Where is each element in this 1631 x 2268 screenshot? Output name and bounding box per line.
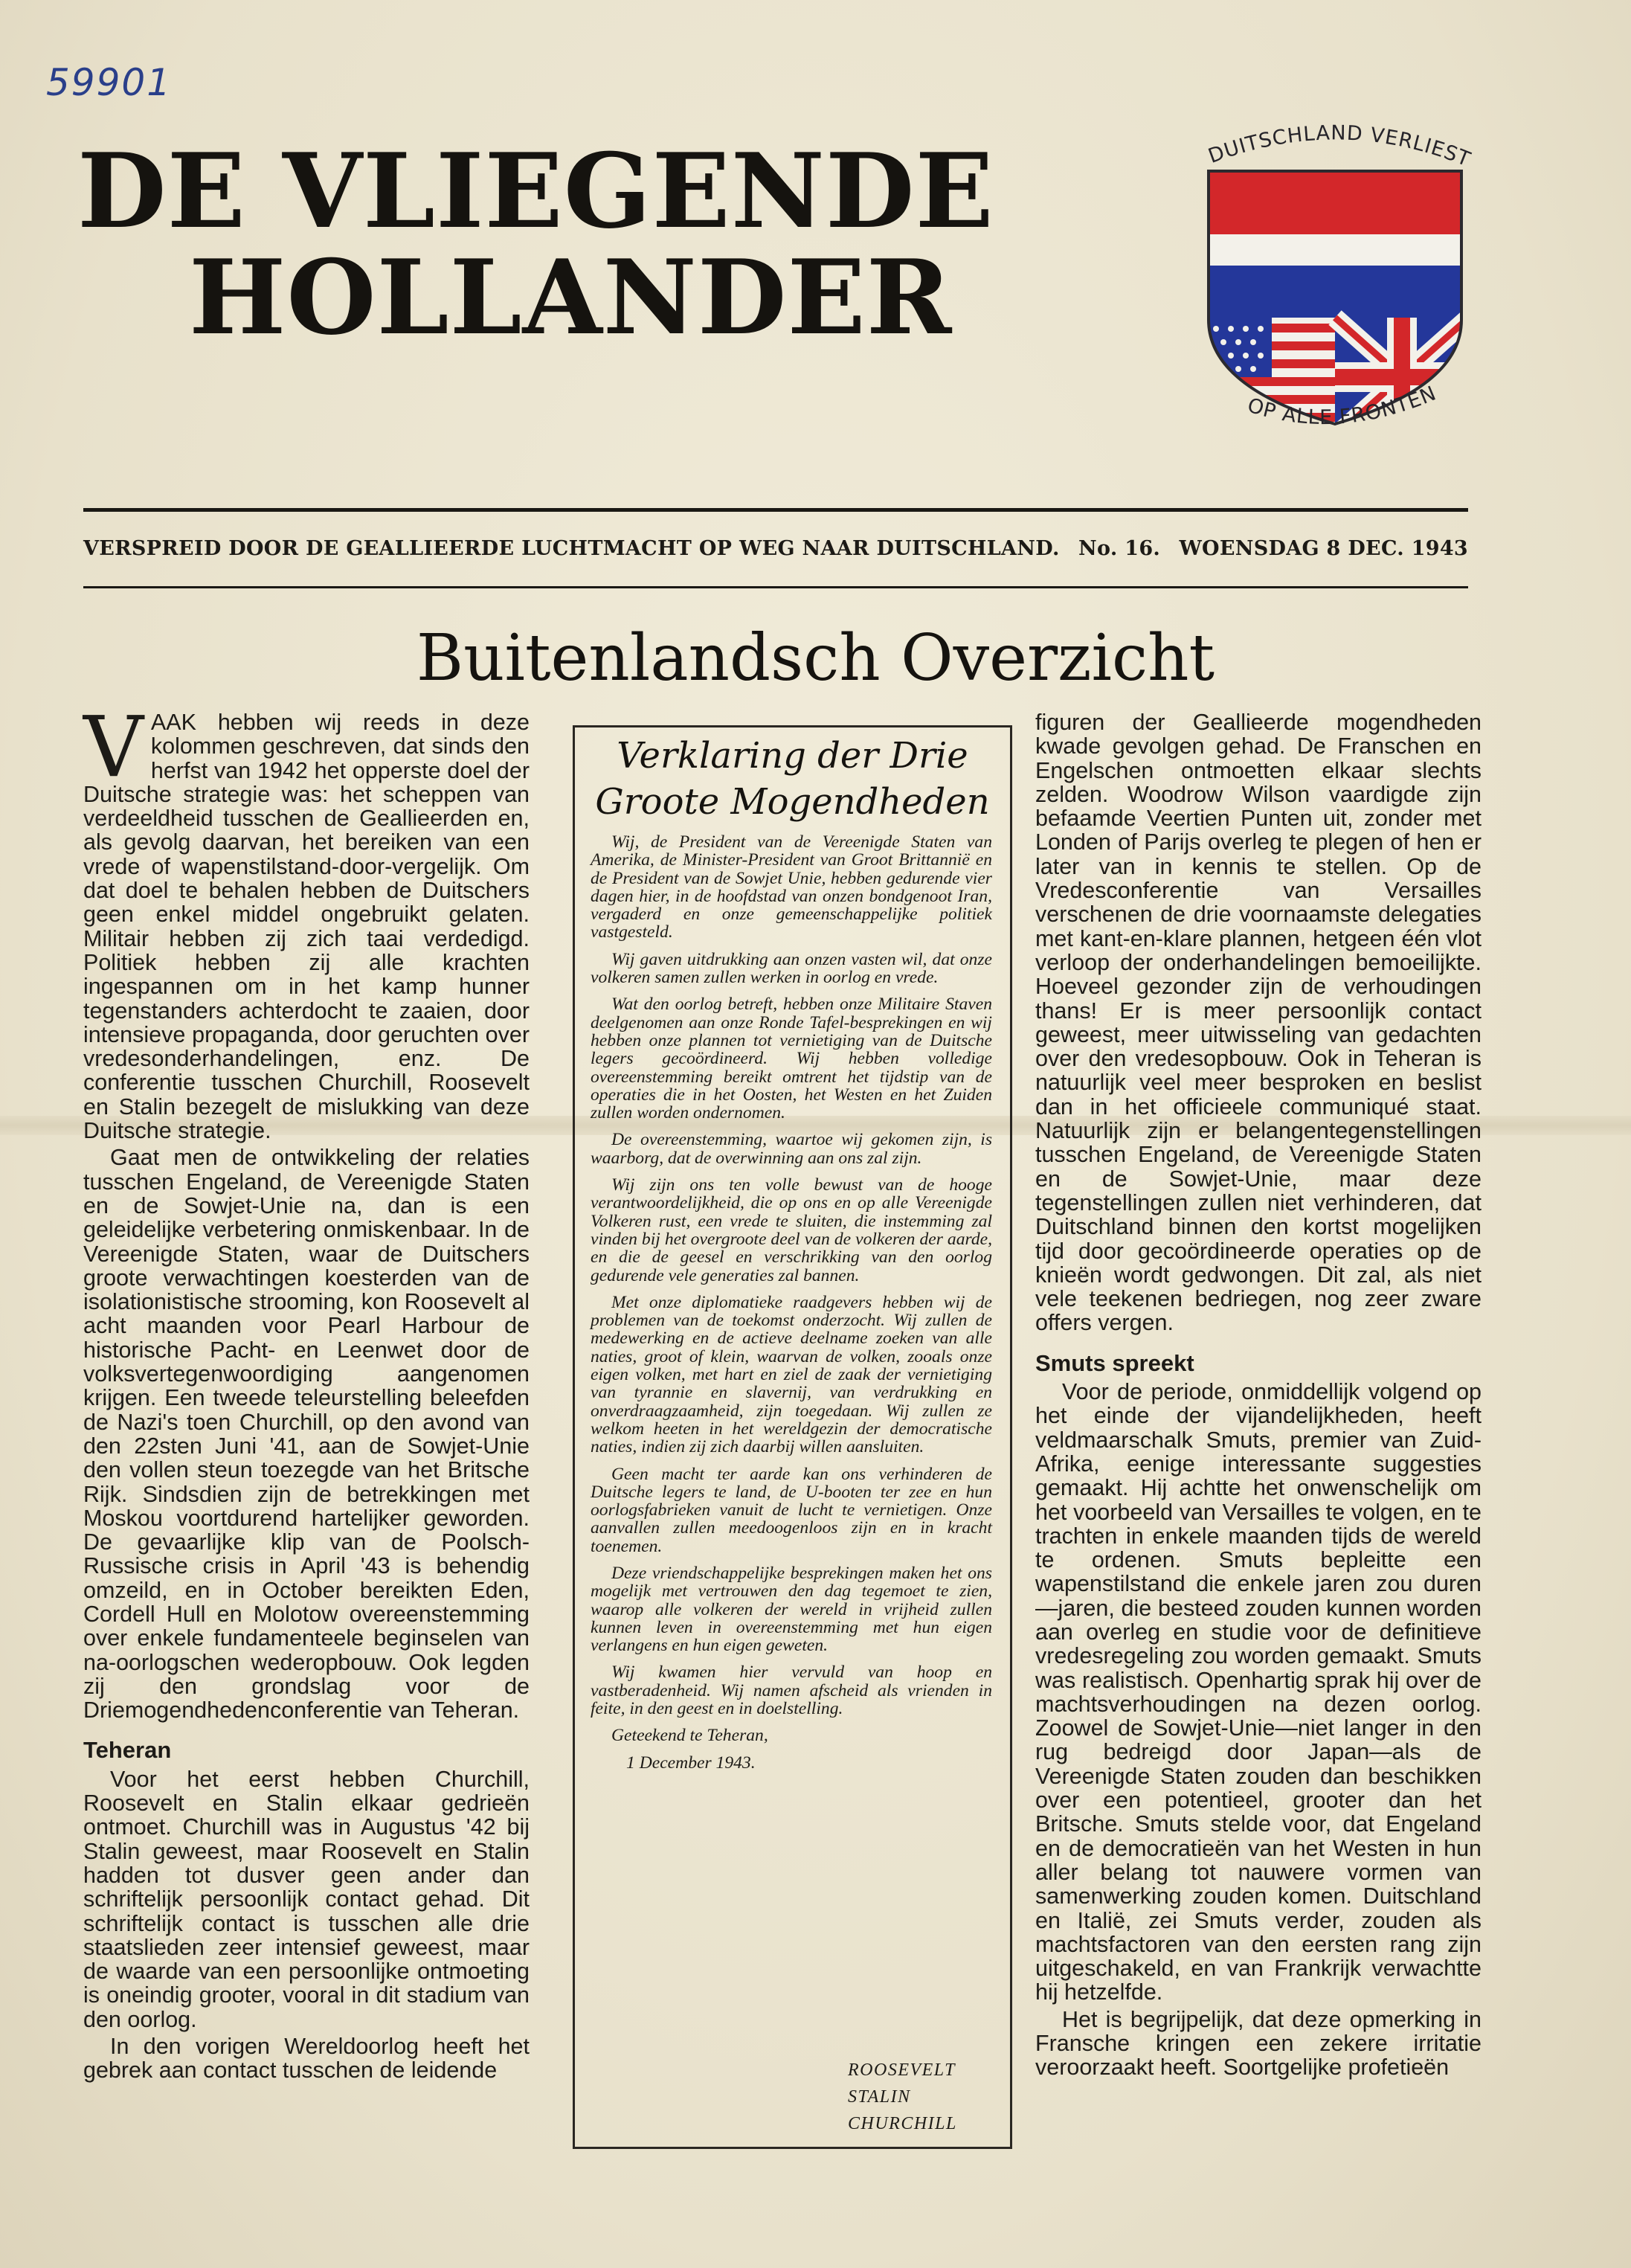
distribution-line: VERSPREID DOOR DE GEALLIEERDE LUCHTMACHT OP WEG NAAR DUITSCHLAND. (83, 537, 1060, 560)
declaration-title-line-1: Verklaring der Drie (617, 735, 968, 777)
article-paragraph: VAAK hebben wij reeds in deze kolommen geschreven, dat sinds den herfst van 1942 het opperste doel der Duitsche strategie was: het scheppen van verdeeldheid tusschen de Geallieerden en, als gevolg daarvan, het bereiken van een vrede of wapenstilstand-door-vergelijk. Om dat doel te behalen hebben de Duitschers geen enkel middel ongebruikt gelaten. Militair hebben zij zich taai verdedigd. Politiek hebben zij alle krachten ingespannen om in het kamp hunner tegenstanders achterdocht te zaaien, door intensieve propaganda, door geruchten over vredesonderhandelingen, enz. De conferentie tusschen Churchill, Roosevelt en Stalin bezegelt de mislukking van deze Duitsche strategie. (83, 699, 530, 1144)
masthead-line-2: HOLLANDER (189, 237, 953, 358)
declaration-paragraph: Wij gaven uitdrukking aan onzen vasten wil, dat onze volkeren samen zullen werken in oorlog en vrede. (591, 949, 992, 988)
emblem-bottom-text: OP ALLE FRONTEN (1244, 382, 1441, 430)
declaration-paragraph: Wij kwamen hier vervuld van hoop en vastberadenheid. Wij namen afscheid als vrienden in feite, in den geest en in doelstelling. (591, 1663, 992, 1719)
masthead (77, 130, 994, 358)
subline (83, 537, 1468, 560)
section-heading-smuts: Smuts spreekt (1035, 1349, 1194, 1376)
declaration-paragraph: Geen macht ter aarde kan ons verhinderen de Duitsche legers te land, de U-booten ter zee en hun oorlogsfabrieken vanuit de lucht te vernietigen. Onze aanvallen zullen meedoogenloos zijn en in kracht toenemen. (591, 1464, 992, 1556)
masthead-line-1: DE VLIEGENDE (77, 130, 994, 251)
article-paragraph: Voor de periode, onmiddellijk volgend op het einde der vijandelijkheden, heeft veldmaarschalk Smuts, premier van Zuid-Afrika, eenige interessante suggesties gemaakt. Hij achtte het onwenschelijk om het voorbeeld van Versailles te volgen, en te trachten in enkele maanden tijds de wereld te ordenen. Smuts bepleitte een wapenstilstand die enkele jaren zou duren—jaren, die besteed zouden kunnen worden aan overleg en studie voor de definitieve vredesregeling zou worden gemaakt. Smuts was realistisch. Openhartig sprak hij over de machtsverhoudingen na dezen oorlog. Zoowel de Sowjet-Unie—niet langer in den rug bedreigd door Japan—als de Vereenigde Staten zouden dan beschikken over een potentieel, grooter dan het Britsche. Smuts stelde voor, dat Engeland en de democratieën van het Westen in hun aller belang tot nauwere vormen van samenwerking zouden komen. Duitschland en Italië, zei Smuts verder, zouden als machtsfactoren van den eersten rang zijn uitgeschakeld, en van Frankrijk verwachtte hij hetzelfde. (1035, 1379, 1482, 2005)
declaration-paragraph: Wij zijn ons ten volle bewust van de hooge verantwoordelijkheid, die op ons en op alle Vereenigde Volkeren rust, een vrede te sluiten, die instemming zal vinden bij het overgroote deel van de volkeren der aarde, en die de geesel en verschrikking van den oorlog gedurende vele generaties zal bannen. (591, 1175, 992, 1285)
declaration-paragraph: Wij, de President van de Vereenigde Staten van Amerika, de Minister-President van Groot Brittannië en de President van de Sowjet Unie, hebben gedurende vier dagen hier, in de hoofdstad van onzen bondgenoot Iran, vergaderd en onze gemeenschappelijke politiek vastgesteld. (591, 832, 992, 942)
article-paragraph: Voor het eerst hebben Churchill, Roosevelt en Stalin elkaar gedrieën ontmoet. Churchill was in Augustus '42 bij Stalin geweest, maar Roosevelt en Stalin hadden tot dusver geen ander dan schriftelijk persoonlijk contact gehad. Dit schriftelijk contact is tusschen alle drie staatslieden zeer intensief geweest, maar de waarde van een persoonlijke ontmoeting is oneindig grooter, vooral in dit stadium van den oorlog. (83, 1766, 530, 2032)
section-heading-teheran: Teheran (83, 1737, 172, 1764)
signature-roosevelt: ROOSEVELT (848, 2060, 956, 2080)
declaration-paragraph: Deze vriendschappelijke besprekingen maken het ons mogelijk met vertrouwen den dag tegemoet te zien, waarop alle volkeren der wereld in vrijheid zullen kunnen leven in overeenstemming met hun eigen verlangens en hun eigen geweten. (591, 1563, 992, 1656)
emblem-top-text: DUITSCHLAND VERLIEST (1205, 121, 1474, 172)
declaration-paragraph: Met onze diplomatieke raadgevers hebben wij de problemen van de toekomst onderzocht. Wij zullen de medewerking en de actieve deelname zoeken van alle naties, groot of klein, waarvan de volken, zooals onze eigen volken, met hart en ziel de zaak der vernietiging van tyrannie en slavernij, van verdrukking en onverdraagzaamheid, zijn toegedaan. Wij zullen ze welkom heeten in het wereldgezin der democratische naties, indien zij zich daarbij willen aansluiten. (591, 1292, 992, 1457)
column-right (1035, 710, 1482, 2083)
signed-date: 1 December 1943. (626, 1753, 756, 1773)
article-paragraph: Het is begrijpelijk, dat deze opmerking in Fransche kringen een zekere irritatie veroorzaakt heeft. Soortgelijke profetieën (1035, 2006, 1482, 2081)
issue-date: WOENSDAG 8 DEC. 1943 (1179, 537, 1468, 560)
declaration-body (591, 833, 992, 1781)
svg-text:DUITSCHLAND VERLIEST (1206, 121, 1474, 171)
drop-cap: V (83, 699, 144, 796)
article-paragraph: figuren der Geallieerde mogendheden kwade gevolgen gehad. De Franschen en Engelschen ontmoetten elkaar slechts zelden. Woodrow Wilson vaardigde zijn befaamde Veertien Punten uit, zonder met Londen of Parijs overleg te plegen of hen er later van in kennis te stellen. Op de Vredesconferentie van Versailles verschenen de drie voornaamste delegaties met kant-en-klare plannen, hetgeen één vlot verloop der onderhandelingen bemoeilijkte. Hoeveel gezonder zijn de verhoudingen thans! Er is meer persoonlijk contact geweest, meer uitwisseling van gedachten over den vredesopbouw. Ook in Teheran is natuurlijk veel meer besproken en beslist dan in het officieele communiqué staat. Natuurlijk zijn er belangentegenstellingen tusschen Engeland, de Vereenigde Staten en de Sowjet-Unie, maar deze tegenstellingen zullen niet verhinderen, dat Duitschland binnen den kortst mogelijken tijd door gecoördineerde operaties op de knieën wordt gedwongen. Dit zal, als niet vele teekenen bedriegen, nog zeer zware offers vergen. (1035, 710, 1482, 1336)
signed-place: Geteekend te Teheran, (611, 1726, 768, 1746)
declaration-title-line-2: Groote Mogendheden (595, 781, 990, 823)
article-paragraph: In den vorigen Wereldoorlog heeft het gebrek aan contact tusschen de leidende (83, 2034, 530, 2084)
top-rule (83, 508, 1468, 512)
issue-number: No. 16. (1078, 537, 1161, 560)
declaration-paragraph: Wat den oorlog betreft, hebben onze Militaire Staven deelgenomen aan onze Ronde Tafel-besprekingen en wij hebben onze plannen tot vernietiging van de Duitsche legers gecoördineerd. Wij hebben volledige overeenstemming bereikt omtrent het tijdstip van de operaties die in het Oosten, het Westen en het Zuiden zullen worden ondernomen. (591, 995, 992, 1123)
archive-number: 59901 (46, 61, 173, 104)
article-paragraph: Gaat men de ontwikkeling der relaties tusschen Engeland, de Vereenigde Staten en de Sowjet-Unie na, dan is een geleidelijke verbetering onmiskenbaar. In de Vereenigde Staten, waar de Duitschers groote verwachtingen koesterden van de isolationistische strooming, kon Roosevelt al acht maanden voor Pearl Harbour de historische Pacht- en Leenwet door de volksvertegenwoordiging aangenomen krijgen. Een tweede teleurstelling beleefden de Nazi's toen Churchill, op den avond van den 22sten Juni '41, aan de Sowjet-Unie den vollen steun toezegde van het Britsche Rijk. Sindsdien zijn de betrekkingen met Moskou voortdurend hartelijker geworden. De gevaarlijke klip van de Poolsch-Russische crisis in April '43 is behendig omzeild, en in October bereikten Eden, Cordell Hull en Molotow overeenstemming over enkele fundamenteele beginselen van na-oorlogschen wederopbouw. Ook legden zij den grondslag voor de Driemogendhedenconferentie van Teheran. (83, 1145, 530, 1724)
signature-stalin: STALIN (848, 2087, 911, 2107)
signature-churchill: CHURCHILL (848, 2114, 957, 2133)
declaration-paragraph: De overeenstemming, waartoe wij gekomen zijn, is waarborg, dat de overwinning aan ons zal zijn. (591, 1130, 992, 1168)
shield-emblem-icon (1179, 97, 1491, 454)
column-left (83, 699, 530, 2086)
page-title: Buitenlandsch Overzicht (416, 621, 1215, 696)
declaration-title (573, 733, 1012, 825)
bottom-rule (83, 586, 1468, 588)
